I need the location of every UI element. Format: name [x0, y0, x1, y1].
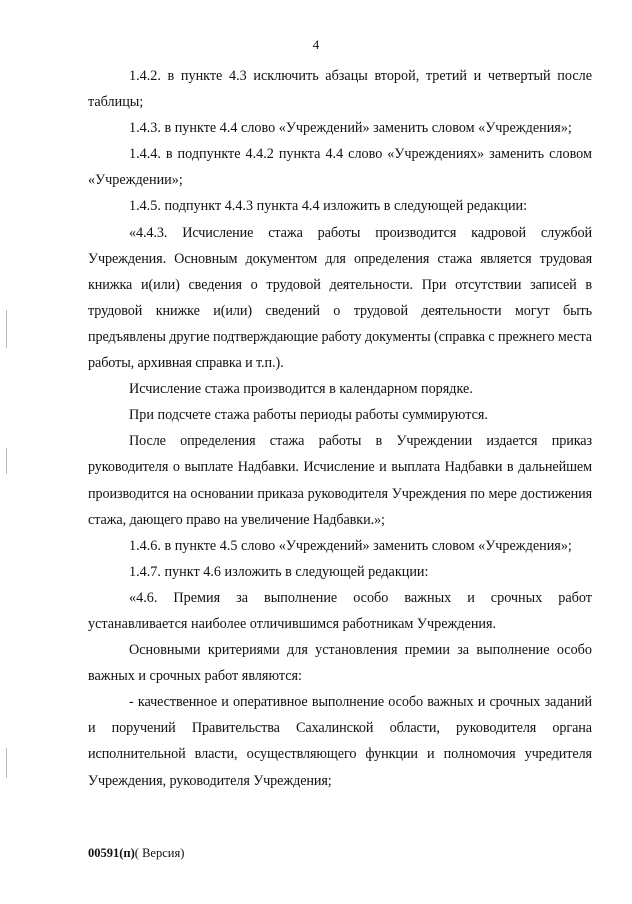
paragraph-4-6: «4.6. Премия за выполнение особо важных и срочных работ устанавливается наиболее отличившимся работникам Учреждения. — [88, 589, 592, 632]
paragraph-1-4-2: 1.4.2. в пункте 4.3 исключить абзацы второй, третий и четвертый после таблицы; — [88, 68, 592, 111]
paragraph-1-4-6: 1.4.6. в пункте 4.5 слово «Учреждений» заменить словом «Учреждения»; — [129, 537, 572, 554]
scan-edge-mark — [6, 748, 7, 778]
paragraph-calendar-order: Исчисление стажа производится в календарном порядке. — [129, 381, 473, 398]
paragraph-1-4-4: 1.4.4. в подпункте 4.4.2 пункта 4.4 слово «Учреждениях» заменить словом «Учреждении»; — [88, 146, 592, 189]
paragraph-1-4-7: 1.4.7. пункт 4.6 изложить в следующей редакции: — [129, 563, 429, 580]
document-code: 00591(п) — [88, 846, 135, 860]
paragraph-order-issued: После определения стажа работы в Учреждении издается приказ руководителя о выплате Надбавки. Исчисление и выплата Надбавки в дальнейшем производится на основании приказа руководителя Учреждения по мере достижения стажа, дающего право на увеличение Надбавки.»; — [88, 433, 592, 528]
footer — [88, 846, 184, 861]
paragraph-4-4-3: «4.4.3. Исчисление стажа работы производится кадровой службой Учреждения. Основным документом для определения стажа является трудовая книжка и(или) сведения о трудовой деятельности. При отсутствии записей в трудовой книжке и(или) сведений о трудовой деятельности могут быть предъявлены другие подтверждающие работу документы (справка с прежнего места работы, архивная справка и т.п.). — [88, 224, 592, 372]
document-body — [88, 63, 592, 794]
paragraph-periods-sum: При подсчете стажа работы периоды работы суммируются. — [129, 407, 488, 424]
paragraph-criteria: Основными критериями для установления премии за выполнение особо важных и срочных работ являются: — [88, 642, 592, 685]
document-version: ( Версия) — [134, 846, 185, 860]
scan-edge-mark — [6, 310, 7, 348]
scan-edge-mark — [6, 448, 7, 474]
paragraph-1-4-5: 1.4.5. подпункт 4.4.3 пункта 4.4 изложить в следующей редакции: — [129, 198, 528, 215]
paragraph-1-4-3: 1.4.3. в пункте 4.4 слово «Учреждений» заменить словом «Учреждения»; — [129, 120, 572, 137]
page-number: 4 — [312, 37, 320, 52]
paragraph-criteria-item: - качественное и оперативное выполнение особо важных и срочных заданий и поручений Правительства Сахалинской области, руководителя органа исполнительной власти, осуществляющего функции и полномочия учредителя Учреждения, руководителя Учреждения; — [88, 694, 592, 789]
